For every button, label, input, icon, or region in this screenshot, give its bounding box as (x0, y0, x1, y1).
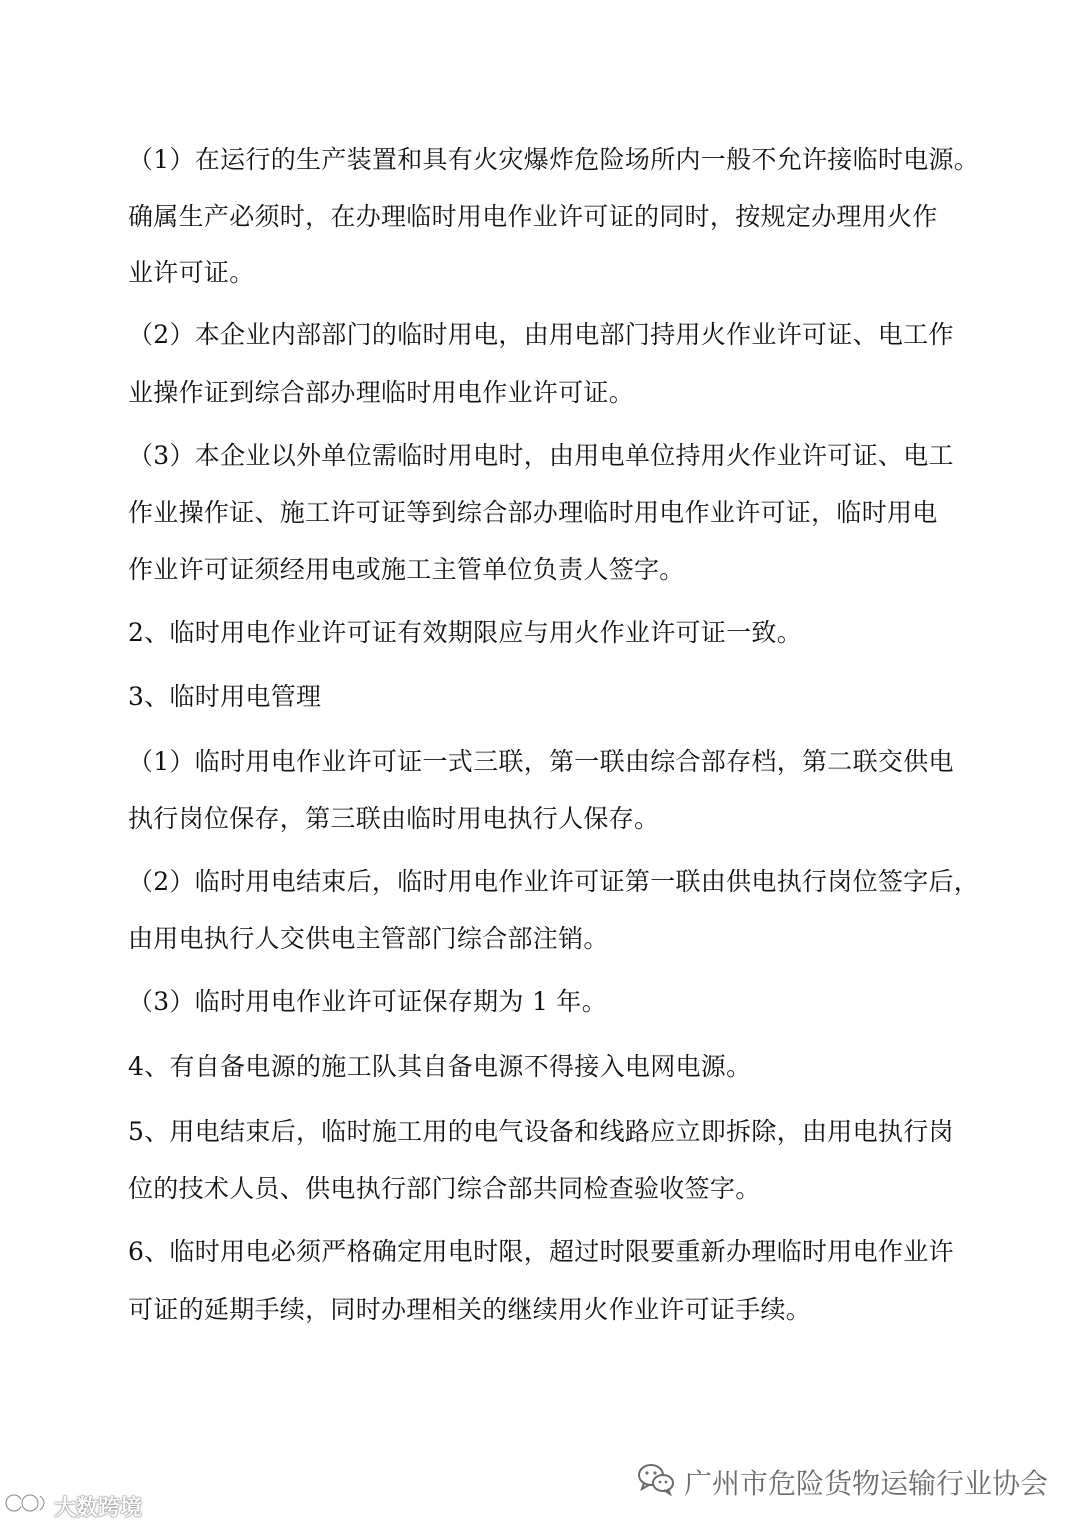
text-line: 可证的延期手续，同时办理相关的继续用火作业许可证手续。 (128, 1295, 812, 1324)
brand-logo-icon (4, 1490, 50, 1522)
watermark-brand (4, 1490, 142, 1522)
text-line: （1）在运行的生产装置和具有火灾爆炸危险场所内一般不允许接临时电源。 (128, 145, 980, 174)
text-line: （3）本企业以外单位需临时用电时，由用电单位持用火作业许可证、电工 (128, 441, 954, 470)
text-line: 4、有自备电源的施工队其自备电源不得接入电网电源。 (128, 1052, 752, 1081)
wechat-icon (636, 1462, 676, 1503)
text-line: 确属生产必须时，在办理临时用电作业许可证的同时，按规定办理用火作 (128, 202, 938, 231)
text-line: （2）临时用电结束后，临时用电作业许可证第一联由供电执行岗位签字后， (128, 867, 980, 896)
watermark-publisher-text: 广州市危险货物运输行业协会 (683, 1467, 1048, 1500)
watermark-publisher (636, 1462, 1048, 1502)
text-line: 执行岗位保存，第三联由临时用电执行人保存。 (128, 804, 660, 833)
text-line: 由用电执行人交供电主管部门综合部注销。 (128, 924, 609, 953)
watermark-brand-text: 大数跨境 (54, 1495, 143, 1521)
text-line: （3）临时用电作业许可证保存期为 1 年。 (128, 987, 608, 1016)
text-line: （2）本企业内部部门的临时用电，由用电部门持用火作业许可证、电工作 (128, 320, 954, 349)
text-line: 2、临时用电作业许可证有效期限应与用火作业许可证一致。 (128, 618, 803, 647)
text-line: 5、用电结束后，临时施工用的电气设备和线路应立即拆除，由用电执行岗 (128, 1117, 954, 1146)
text-line: （1）临时用电作业许可证一式三联，第一联由综合部存档，第二联交供电 (128, 747, 954, 776)
text-line: 6、临时用电必须严格确定用电时限，超过时限要重新办理临时用电作业许 (128, 1237, 954, 1266)
text-line: 3、临时用电管理 (128, 682, 322, 711)
text-line: 位的技术人员、供电执行部门综合部共同检查验收签字。 (128, 1174, 761, 1203)
text-line: 作业许可证须经用电或施工主管单位负责人签字。 (128, 555, 685, 584)
text-line: 业操作证到综合部办理临时用电作业许可证。 (128, 378, 635, 407)
text-line: 业许可证。 (128, 258, 255, 287)
text-line: 作业操作证、施工许可证等到综合部办理临时用电作业许可证，临时用电 (128, 498, 938, 527)
